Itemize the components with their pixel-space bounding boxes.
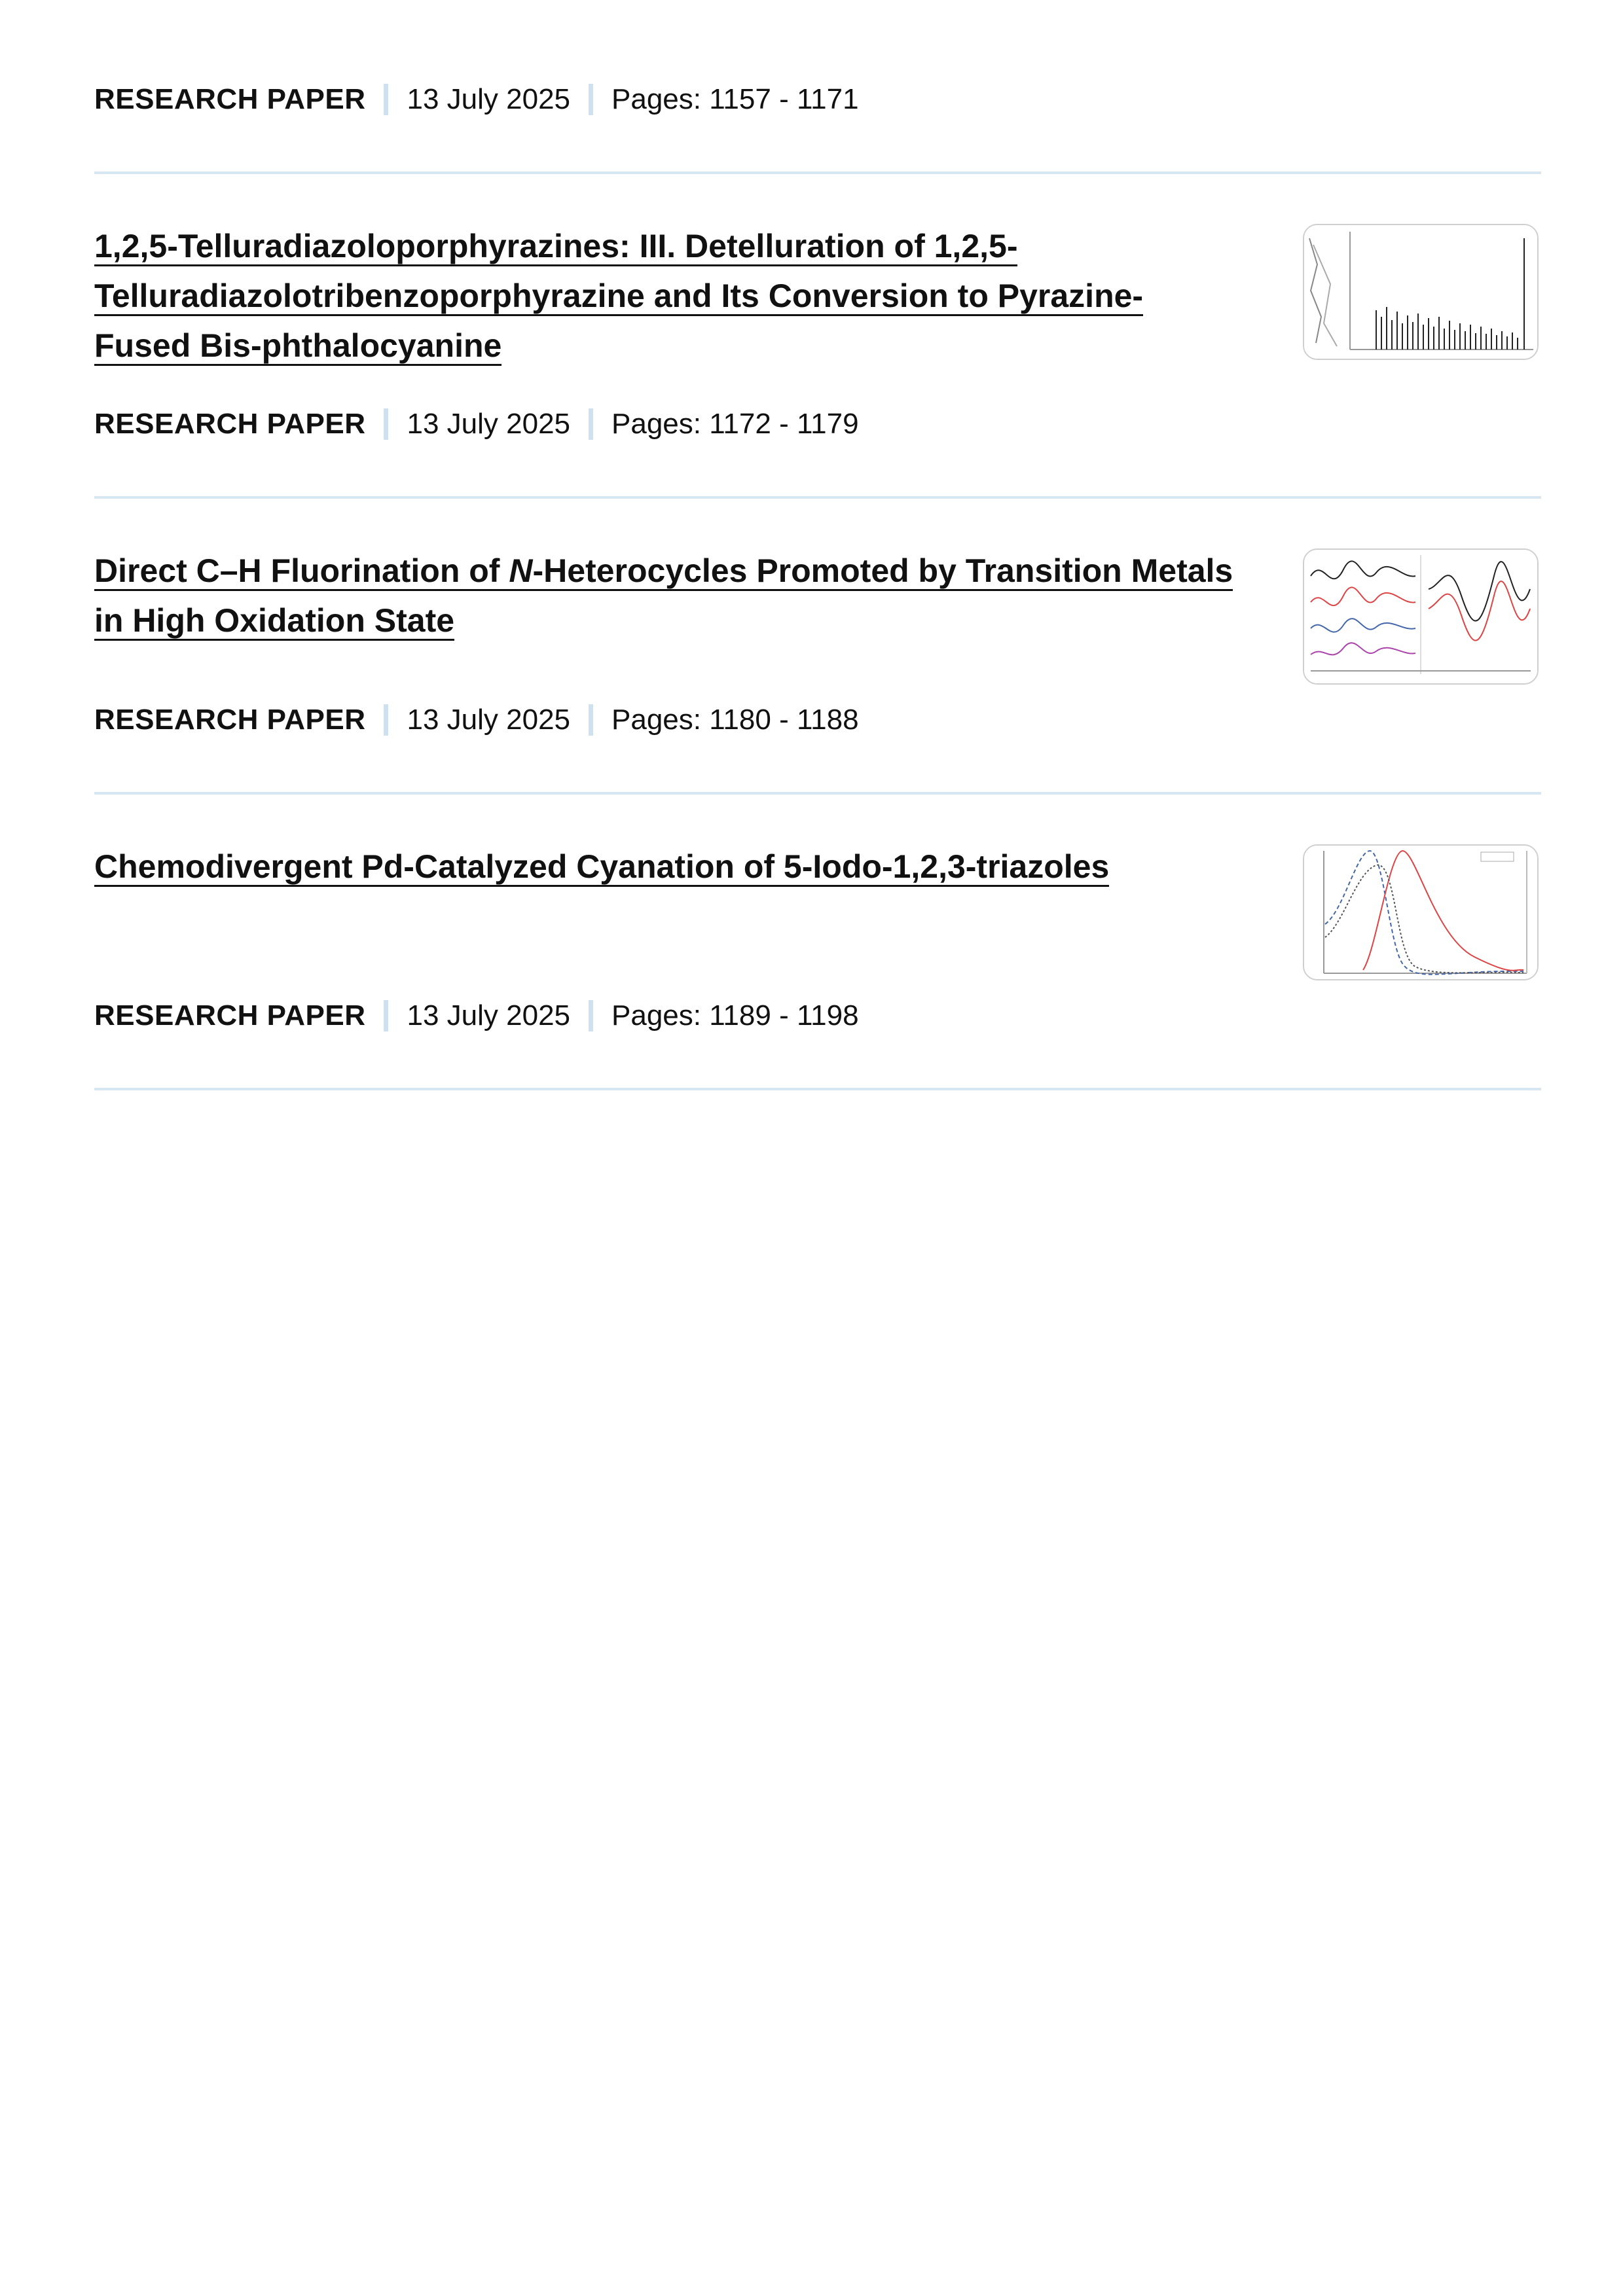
mass-spectrum-figure: [1304, 225, 1537, 359]
article-date: 13 July 2025: [407, 999, 571, 1031]
article-pages: Pages: 1157 - 1171: [611, 83, 859, 115]
article-date: 13 July 2025: [407, 408, 571, 440]
article-title: [94, 221, 1247, 370]
meta-separator: [589, 84, 593, 115]
article-type: RESEARCH PAPER: [94, 408, 366, 440]
article-thumbnail[interactable]: [1303, 548, 1539, 685]
entry-divider: [94, 171, 1541, 174]
article-pages: Pages: 1180 - 1188: [611, 704, 859, 736]
article-type: RESEARCH PAPER: [94, 83, 366, 115]
article-date: 13 July 2025: [407, 83, 571, 115]
meta-separator: [589, 408, 593, 440]
article-pages: Pages: 1189 - 1198: [611, 999, 859, 1031]
meta-separator: [384, 84, 388, 115]
meta-separator: [589, 704, 593, 736]
meta-separator: [589, 1000, 593, 1031]
absorption-emission-spectra-figure: [1304, 846, 1537, 979]
entry-divider: [94, 496, 1541, 499]
article-pages: Pages: 1172 - 1179: [611, 408, 859, 440]
article-title-link[interactable]: 1,2,5-Telluradiazoloporphyrazines: III. Detelluration of 1,2,5- Telluradiazolotribenzoporphyrazine and Its Conversion to Pyrazine- Fused Bis-phthalocyanine: [94, 228, 1143, 366]
entry-divider: [94, 1088, 1541, 1090]
article-type: RESEARCH PAPER: [94, 999, 366, 1031]
meta-separator: [384, 1000, 388, 1031]
article-title: [94, 546, 1247, 645]
article-type: RESEARCH PAPER: [94, 704, 366, 736]
article-meta: [94, 996, 859, 1035]
article-title-link[interactable]: Direct C–H Fluorination of N-Heterocycles Promoted by Transition Metals in High Oxidation State: [94, 552, 1233, 641]
entry-divider: [94, 792, 1541, 795]
article-thumbnail[interactable]: [1303, 224, 1539, 360]
epr-spectra-figure: [1304, 550, 1537, 683]
article-thumbnail[interactable]: [1303, 844, 1539, 980]
article-date: 13 July 2025: [407, 704, 571, 736]
meta-separator: [384, 408, 388, 440]
article-title-link[interactable]: Chemodivergent Pd-Catalyzed Cyanation of 5-Iodo-1,2,3-triazoles: [94, 848, 1109, 887]
article-meta: [94, 700, 859, 740]
article-meta: [94, 80, 859, 119]
article-meta: [94, 404, 859, 444]
article-title: [94, 842, 1247, 891]
meta-separator: [384, 704, 388, 736]
